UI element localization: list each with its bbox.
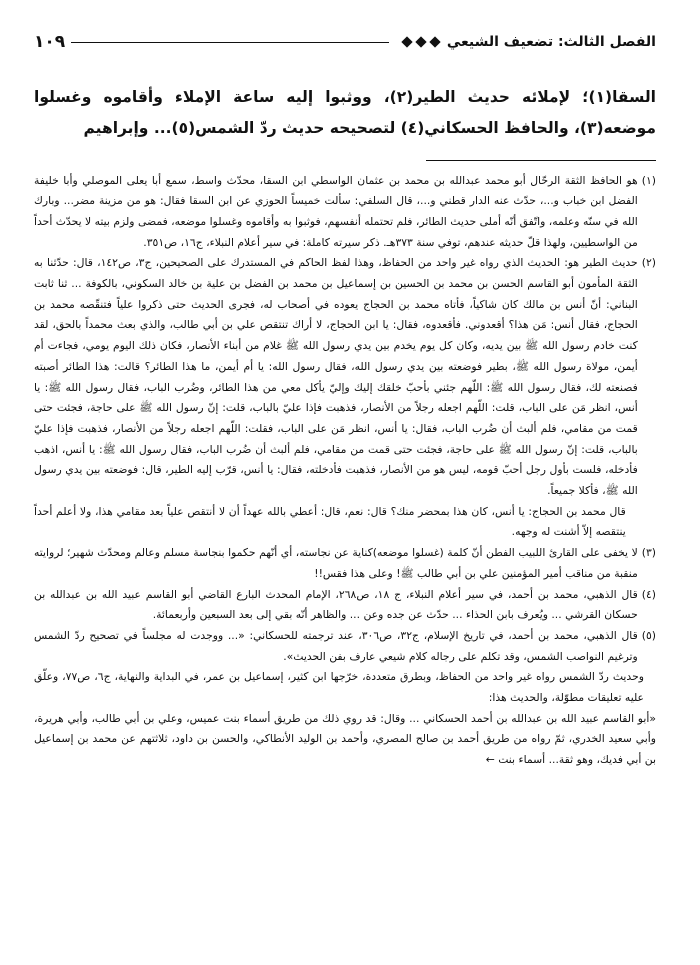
page-number: ١٠٩ xyxy=(34,32,66,52)
footnote-4 xyxy=(34,585,656,626)
footnote-5 xyxy=(34,626,656,667)
footnote-text: قال الذهبي، محمد بن أحمد، في تاريخ الإسلام، ج٣٢، ص٣٠٦، عند ترجمته للحسكاني: «... ووجدت له مجلساً في تصحيح ردّ الشمس وترغيم النواصب الشمس، وقد تكلم على رجاله كلام شيعي عارف بفن الحديث». xyxy=(34,628,638,663)
footnote-number: (٣) xyxy=(641,546,656,560)
diamond-icon xyxy=(401,36,412,47)
footnote-number: (٢) xyxy=(641,256,656,270)
footnote-number: (٥) xyxy=(641,628,656,642)
footnote-1 xyxy=(34,171,656,254)
footnote-text: لا يخفى على القارئ اللبيب الفطن أنّ كلمة (غسلوا موضعه)كناية عن نجاسته، أي أنّهم حكموا بنجاسة مسلم وعالم ومحدّث شهير؛ لروايته منقبة من مناقب أمير المؤمنين علي بن أبي طالب ﷺ! وعلى هذا فقس!! xyxy=(34,546,638,580)
diamond-icon xyxy=(429,36,440,47)
footnote-2 xyxy=(34,253,656,543)
footnote-3 xyxy=(34,543,656,584)
footnote-separator xyxy=(426,160,656,161)
header-rule xyxy=(71,42,389,43)
diamond-ornament xyxy=(401,38,441,46)
running-header xyxy=(34,28,656,56)
footnotes xyxy=(34,171,656,771)
footnote-body: حديث الطير هو: الحديث الذي رواه غير واحد من الحفاظ، وهذا لفظ الحاكم في المستدرك على الصحيحين، ج٣، ص١٤٢، قال: حدّثنا به الثقة المأمون أبو القاسم الحسن بن محمد بن الحسين بن إسماعيل بن محمد بن الفضل بن علية بن خالد السكوني، بالكوفة ... ثنا ثابت البناني: أنّ أنس بن مالك كان شاكياً، فأتاه محمد بن الحجاج يعوده في أصحاب له، فجرى الحديث حتى ذكروا علياً فتنقّصه محمد بن الحجاج، فقال أنس: مَن هذا؟ أقعدوني. فأقعدوه، فقال: يا ابن الحجاج، لا أراك تنتقص علي بن أبي طالب، والذي بعث محمداً بالحق، لقد كنت خادم رسول الله ﷺ بين يديه، وكان كل يوم يخدم بين يدي رسول الله ﷺ غلام من أبناء الأنصار، فكان ذلك اليوم يومي، فجاءت أم أيمن، مولاة رسول الله ﷺ، بطير فوضعته بين يدي رسول الله، فقال رسول الله: يا أم أيمن، ما هذا الطائر؟ قالت: هذا الطائر أصبته فصنعته لك، فقال رسول الله ﷺ: اللّهم جئني بأحبّ خلقك إليك وإليّ يأكل معي من هذا الطائر، وضُرب الباب، فقال رسول الله ﷺ: يا أنس، انظر مَن على الباب، قلت: اللّهم اجعله رجلاً من الأنصار، فذهبت فإذا عليّ بالباب، قلت: إنّ رسول الله ﷺ على حاجة، فجئت حتى قمت من مقامي، فلم ألبث أن ضُرب الباب، فقال: يا أنس، انظر مَن على الباب، فقلت: اللّهم اجعله رجلاً من الأنصار، فذهبت فإذا عليّ بالباب، قلت: إنّ رسول الله ﷺ على حاجة، فجئت حتى قمت من مقامي، فلم ألبث أن ضُرب الباب، فقال رسول الله ﷺ: يا أنس، اذهب فأدخله، فلست بأول رجل أحبّ قومه، ليس هو من الأنصار، فذهبت فأدخلته، فقال: يا أنس، قرّب إليه الطير، قال: فوضعته بين يدي رسول الله ﷺ، فأكلا جميعاً. xyxy=(34,256,638,498)
chapter-title: الفصل الثالث: تضعيف الشيعي xyxy=(446,34,656,50)
footnote-text xyxy=(34,253,638,543)
footnote-paragraph: «أبو القاسم عبيد الله بن عبدالله بن أحمد الحسكاني ... وقال: قد روي ذلك من طريق أسماء بنت عميس، وعلي بن أبي طالب، وأبي هريرة، وأبي سعيد الخدري، ثمّ رواه من طريق أحمد بن صالح المصري، وأحمد بن الوليد الأنطاكي، والحسن بن داود، ثلاثتهم عن محمد بن إسماعيل بن أبي فديك، وهو ثقة... أسماء بنت ← xyxy=(34,711,656,767)
footnote-paragraph: وحديث ردّ الشمس رواه غير واحد من الحفاظ، وبطرق متعددة، خرّجها ابن كثير، إسماعيل بن عمر، في البداية والنهاية، ج٦، ص٧٧، وعلّق عليه تعليقات مطوّلة، والحديث هذا: xyxy=(34,670,644,705)
footnote-text: قال الذهبي، محمد بن أحمد، في سير أعلام النبلاء، ج ١٨، ص٢٦٨، الإمام المحدث البارع القاضي أبو القاسم عبيد الله بن عبدالله بن حسكان القرشي ... ويُعرف بابن الحذاء ... حدّث عن جده وعن ... والظاهر أنّه بقي إلى بعد السبعين وأربعمائة. xyxy=(34,587,638,622)
footnote-number: (١) xyxy=(641,173,656,187)
diamond-icon xyxy=(415,36,426,47)
footnote-number: (٤) xyxy=(641,587,656,601)
footnote-text: هو الحافظ الثقة الرحّال أبو محمد عبدالله بن محمد بن عثمان الواسطي ابن السقا، محدّث واسط، سمع أبا يعلى الموصلي وأبا خليفة الفضل ابن خباب و...، حدّث عنه الدار قطني و...، قال السلفي: سألت خميساً الحوزي عن ابن السقا فقال: هو من مزينة مضر... وبارك الله في سنّه وعلمه، واتّفق أنّه أملى حديث الطائر، فلم تحتمله أنفسهم، فوثبوا به وأقاموه وغسلوا موضعه، فمضى ولزم بيته لا يحدّث أحداً من الواسطيين، ولهذا قلّ حديثه عندهم، توفي سنة ٣٧٣هـ. ذكر سيرته كاملة: في سير أعلام النبلاء، ج١٦، ص٣٥١. xyxy=(34,173,638,249)
footnote-continuation: قال محمد بن الحجاج: يا أنس، كان هذا بمحضر منك؟ قال: نعم، قال: أعطي بالله عهداً أن لا أنتقص علياً بعد مقامي هذا، ولا أعلم أحداً ينتقصه إلاّ أشنت له وجهه. xyxy=(34,504,626,539)
main-text: السقا(١)؛ لإملائه حديث الطير(٢)، ووثبوا إليه ساعة الإملاء وأقاموه وغسلوا موضعه(٣)، والحافظ الحسكاني(٤) لتصحيحه حديث ردّ الشمس(٥)... وإبراهيم xyxy=(34,88,656,137)
